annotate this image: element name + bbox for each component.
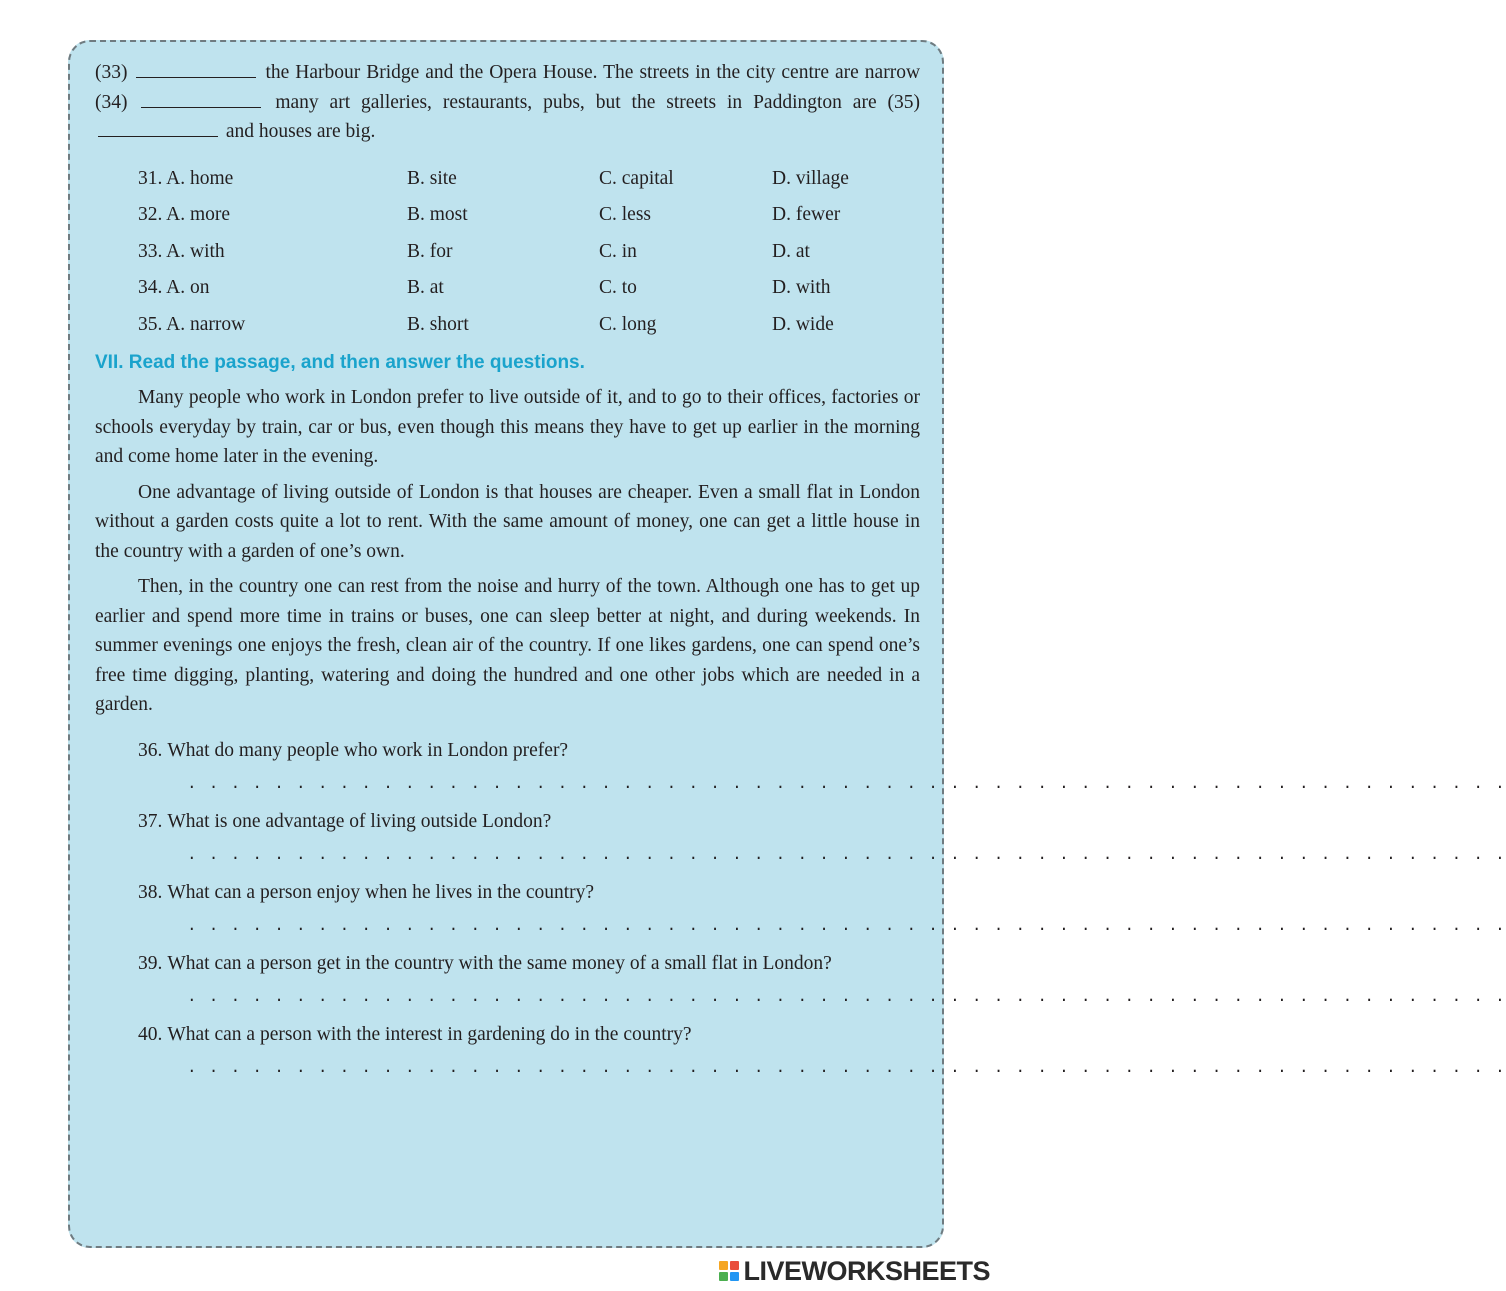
text: the Harbour Bridge and the Opera House. The streets in the city centre	[265, 62, 830, 83]
question-number: 38.	[138, 881, 163, 903]
question-38	[95, 878, 920, 907]
question-text: What can a person with the interest in gardening do in the country?	[167, 1023, 692, 1045]
answer-line-37[interactable]: . . . . . . . . . . . . . . . . . . . . . . . . . . . . . . . . . . . . . . . . . . . . . . . . . . . . . . . . . . . . .	[187, 845, 1506, 864]
logo-text: LIVEWORKSHEETS	[743, 1255, 990, 1286]
question-40	[95, 1020, 920, 1049]
question-39	[95, 949, 920, 978]
question-number: 40.	[138, 1023, 163, 1045]
liveworksheets-logo	[719, 1255, 990, 1287]
option-d[interactable]: D. village	[772, 167, 849, 189]
question-number: 39.	[138, 952, 163, 974]
option-a[interactable]: 34. A. on	[138, 277, 210, 298]
option-d[interactable]: D. with	[772, 277, 831, 298]
question-text: What do many people who work in London prefer?	[167, 739, 569, 761]
text: and houses are big.	[225, 121, 376, 142]
option-c[interactable]: C. in	[599, 240, 637, 262]
option-d[interactable]: D. fewer	[772, 204, 841, 225]
question-list	[95, 736, 1506, 1079]
answer-line-39[interactable]: . . . . . . . . . . . . . . . . . . . . . . . . . . . . . . . . . . . . . . . . . . . . . . . . . . . . . . . . . . . . .	[187, 987, 1506, 1006]
option-row-32	[95, 197, 920, 234]
passage-end	[95, 58, 920, 147]
question-36	[95, 736, 920, 765]
logo-square	[719, 1272, 728, 1281]
section-heading: VII. Read the passage, and then answer the questions.	[95, 352, 585, 373]
blank-35[interactable]	[98, 118, 218, 137]
text: Paddington are (35)	[753, 91, 920, 113]
question-number: 37.	[138, 810, 163, 832]
question-text: What is one advantage of living outside London?	[167, 810, 552, 832]
blank-34[interactable]	[141, 89, 261, 108]
reading-paragraph-1: Many people who work in London prefer to live outside of it, and to go to their offices, factories or schools everyday by train, car or bus, even though this means they have to get up earlier in the morning and come home later in the evening.	[95, 387, 920, 467]
blank-33[interactable]	[136, 59, 256, 78]
question-37	[95, 807, 920, 836]
option-d[interactable]: D. wide	[772, 313, 834, 335]
worksheet-content	[95, 58, 1506, 1091]
logo-grid-icon	[719, 1261, 739, 1281]
answer-line-40[interactable]: . . . . . . . . . . . . . . . . . . . . . . . . . . . . . . . . . . . . . . . . . . . . . . . . . . . . . . . . . . . . .	[187, 1058, 1506, 1077]
answer-line-38[interactable]: . . . . . . . . . . . . . . . . . . . . . . . . . . . . . . . . . . . . . . . . . . . . . . . . . . . . . . . . . . . . .	[187, 916, 1506, 935]
option-b[interactable]: B. most	[407, 204, 468, 225]
logo-square	[719, 1261, 728, 1270]
option-c[interactable]: C. less	[599, 204, 652, 225]
text: (33)	[95, 62, 128, 83]
reading-paragraph-2: One advantage of living outside of London is that houses are cheaper. Even a small flat in London without a garden costs quite a lot to rent. With the same amount of money, one can get a little house in the country with a garden of one’s own.	[95, 481, 920, 562]
option-b[interactable]: B. short	[407, 313, 469, 335]
multiple-choice-options	[95, 161, 920, 344]
text: many art galleries, restaurants, pubs, but the streets in	[275, 91, 743, 113]
option-row-31	[95, 161, 920, 198]
text: are narrow (34)	[95, 62, 921, 113]
option-row-35	[95, 307, 920, 344]
option-b[interactable]: B. at	[407, 277, 444, 298]
question-number: 36.	[138, 739, 163, 761]
option-row-33	[95, 234, 920, 271]
option-c[interactable]: C. capital	[599, 167, 674, 189]
option-c[interactable]: C. to	[599, 277, 637, 298]
answer-line-36[interactable]: . . . . . . . . . . . . . . . . . . . . . . . . . . . . . . . . . . . . . . . . . . . . . . . . . . . . . . . . . . . . .	[187, 774, 1506, 793]
reading-paragraph-3: Then, in the country one can rest from the noise and hurry of the town. Although one has to get up earlier and spend more time in trains or buses, one can sleep better at night, and during weekends. In summer evenings one enjoys the fresh, clean air of the country. If one likes gardens, one can spend one’s free time digging, planting, watering and doing the hundred and one other jobs which are needed in a garden.	[95, 576, 920, 715]
question-text: What can a person get in the country with the same money of a small flat in London?	[167, 952, 832, 974]
option-a[interactable]: 32. A. more	[138, 204, 231, 225]
option-a[interactable]: 35. A. narrow	[138, 313, 246, 335]
option-a[interactable]: 31. A. home	[138, 167, 234, 189]
question-text: What can a person enjoy when he lives in the country?	[167, 881, 595, 903]
option-b[interactable]: B. site	[407, 167, 457, 189]
option-d[interactable]: D. at	[772, 240, 810, 262]
option-row-34	[95, 270, 920, 307]
option-a[interactable]: 33. A. with	[138, 240, 225, 262]
option-c[interactable]: C. long	[599, 313, 657, 335]
option-b[interactable]: B. for	[407, 240, 453, 262]
logo-square	[730, 1261, 739, 1270]
logo-square	[730, 1272, 739, 1281]
